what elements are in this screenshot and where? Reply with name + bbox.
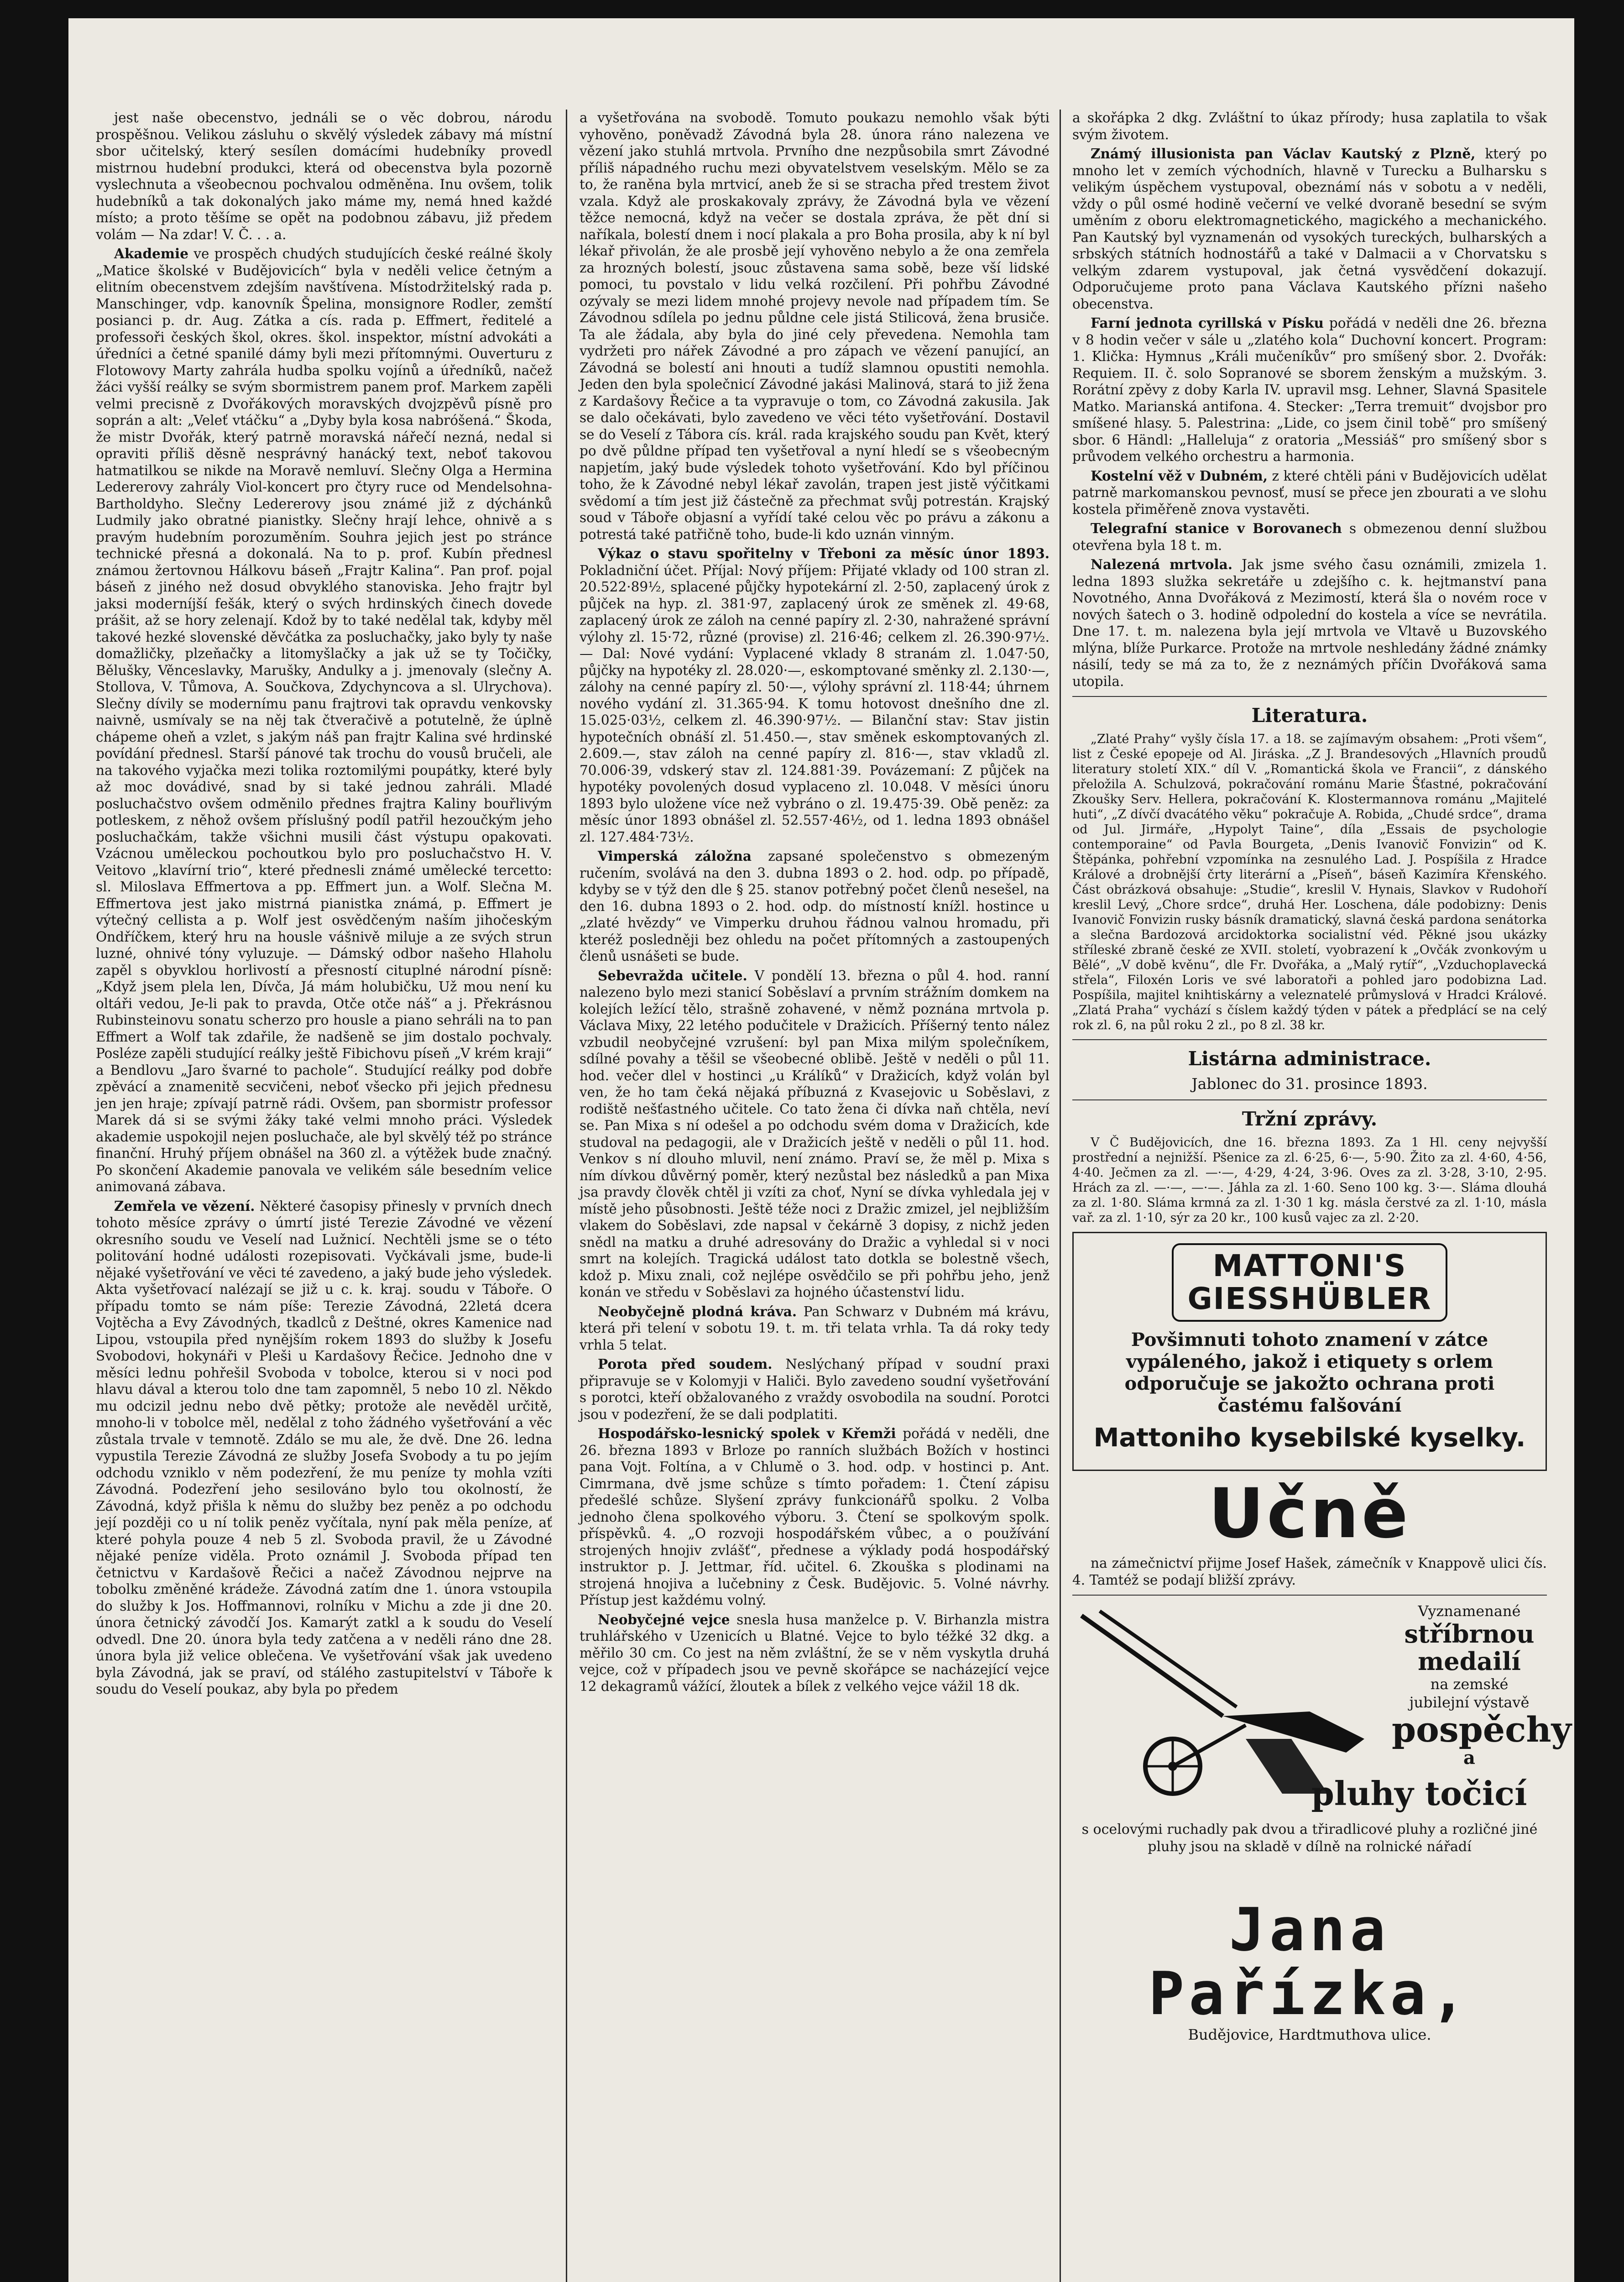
article-body: Jak jsme svého času oznámili, zmizela 1. ledna 1893 služka sekretáře u zdejšího c. k. hejtmanství pana Novotného, Anna Dvořáková z Mezimostí, která šla o novém roce v nových šatech o 3. hodině odpolední do kostela a více se nevrátila. Dne 17. t. m. nalezena byla její mrtvola ve Vltavě u Buzovského mlýna, blíže Purkarce. Protože na mrtvole neshledány žádné známky násilí, tedy se má za to, že z neznámých příčin Dvořáková sama utopila. [1072,557,1547,689]
article-heading: Sebevražda učitele. [598,967,747,984]
article-text: jest naše obecenstvo, jednáli se o věc dobrou, národu prospěšnou. Velikou zásluhu o skvělý výsledek zábavy má místní sbor učitelský, který sesílen domácími hudebníky provedl mistrnou hudební produkci, která od obecenstva byla pozorně vyslechnuta a všeobecnou pochvalou odměněna. Inu ovšem, tolik hudebníků a tak dokonalých jako máme my, nemá hned každé místo; a proto těšíme se opět na podobnou zábavu, již předem volám — Na zdar! V. Č. . . a. [96,110,552,242]
article-heading: Známý illusionista pan Václav Kautský z Plzně, [1091,146,1476,162]
article-akademie [96,246,552,1195]
article-porota [580,1356,1050,1423]
article-text: a skořápka 2 dkg. Zvláštní to úkaz přírody; husa zaplatila to však svým životem. [1072,110,1547,142]
literatura-text: „Zlaté Prahy“ vyšly čísla 17. a 18. se zajímavým obsahem: „Proti všem“, list z České epopeje od Al. Jiráska. „Z J. Brandesových „Hlavních proudů literatury století XIX.“ díl V. „Romantická škola ve Francii“, z dánského přeložila A. Schulzová, pokračování románu Marie Šťastné, pokračování Zkoušky Serv. Hellera, pokračování K. Klostermannova románu „Majitelé huti“, „Z dívčí dvacátého věku“ pokračuje A. Robida, „Chudé srdce“, drama od Jul. Jirmáře, „Hypolyt Taine“, díla „Essais de psychologie contemporaine“ od Pavla Bourgeta, „Denis Ivanovič Fonvizin“ od K. Štěpánka, pohřební vzpomínka na zesnulého Lad. J. Pospíšila z Hradce Králové a drobnější črty literární a „Píseň“, báseň Kazimíra Křenského. Část obrázková obsahuje: „Studie“, kreslil V. Hynais, Slavkov v Rudohoří kreslil Levý, „Chore srdce“, druhá Her. Loschena, dále podobizny: Denis Ivanovič Fonvizin rusky básník dramatický, slavná česká pardona senátorka a slečna Bardozová arcidoktorka socialistní véd. Pěkné jsou ukázky stříleské zbraně české ze XVII. století, vyobrazení k „Ovčák zvonkovým u Bělé“, „V době kvěnu“, dle Fr. Dvořáka, a „Malý rytíř“, „Vzduchoplavecká střela“, Filoxén Loris ve své laboratoři a pohled jaro podobizna Lad. Pospíšila, majitel knihtiskárny a veleznatelé průmyslová v Hradci Králové. „Zlatá Praha“ vychází s číslem každý týden v pátek a předplácí se na celý rok zl. 6, na půl roku 2 zl., po 8 zl. 38 kr. [1072,732,1547,1032]
ucne-heading: Učně [1208,1474,1411,1554]
medal-line: na zemské jubilejní výstavě [1409,1675,1530,1711]
literatura-heading: Literatura. [1251,704,1368,727]
mattoni-ad [1072,1232,1547,1471]
plow-desc: s ocelovými ruchadly pak dvou a třiradlicové pluhy a rozličné jiné pluhy jsou na skladě v dílně na rolnické nářadí [1081,1821,1538,1855]
article-heading: Vimperská záložna [598,848,752,864]
article-heading: Neobyčejné vejce [598,1611,730,1628]
posp-text [1392,1709,1572,1769]
article-spolek [580,1425,1050,1609]
article-body: pořádá v neděli dne 26. března v 8 hodin večer v sále u „zlatého kola“ Duchovní koncert. Program: 1. Klička: Hymnus „Králi mučeníkův“ pro smíšený sbor. 2. Dvořák: Requiem. II. č. solo Sopranové se sborem ženským a mužským. 3. Rorátní zpěvy z doby Karla IV. upravil msg. Lehner, Slavná Spasitele Matko. Marianská antifona. 4. Stecker: „Terra tremuit“ dvojsbor pro smíšené hlasy. 5. Palestrina: „Lide, co jsem činil tobě“ pro smíšený sbor. 6 Händl: „Halleluja“ z oratoria „Messiáš“ pro smíšený sbor s průvodem velkého orchestru a harmonia. [1072,315,1547,464]
medal-text [1401,1602,1538,1712]
medal-line: stříbrnou [1404,1619,1535,1649]
article-heading: Porota před soudem. [598,1356,773,1372]
plow-ad [1072,1602,1572,1894]
column-rule-1 [566,110,567,2282]
article-body: Pan Schwarz v Dubném má krávu, která při telení v sobotu 19. t. m. tři telata vrhla. Ta dá roky tedy vrhla 5 telat. [580,1303,1050,1353]
article-body: Některé časopisy přinesly v prvních dnech tohoto měsíce zprávy o úmrtí jisté Terezie Závodné ve vězení okresního soudu ve Veselí nad Lužnicí. Nechtěli jsme se o této politování hodné události rozepisovati. Vyčkávali jsme, bude-li nějaké vyšetřování ve věci té zavedeno, a jaký bude jeho výsledek. Akta vyšetřovací nalézají se již u c. k. kraj. soudu v Táboře. O případu tomto se nám píše: Terezie Závodná, 22letá dcera Vojtěcha a Evy Závodných, tkadlců z Deštné, okres Kamenice nad Lipou, vstoupila před nynějším rokem 1893 do služby k Josefu Svobodovi, hokynáři v Pleši u Kardašovy Řečice. Jednoho dne v měsíci lednu pohřešil Svoboda v tobolce, kterou si v noci pod hlavu dával a kterou tolo dne tam zapomněl, 5 nebo 10 zl. Někdo mu odcizil jednu nebo dvě pětky; protože ale nevěděl určitě, mnoho-li v tobolce měl, nedělal z toho žádného vyšetřování a věc zůstala trvale v temnotě. Zdálo se mu ale, že dvě. Dne 26. ledna vypustila Terezie Závodná ze služby Josefa Svobody a tu po jejím odchodu vzniklo v něm podezření, že mu peníze ty mohla vzíti Závodná. Podezření jeho sesilováno bylo tou okolností, že Závodná, když přišla k němu do služby bez peněz a po odchodu její později co u ní tolik peněz vyčítala, nyní pak měla peníze, ať které pohyla pouze 4 neb 5 zl. Svoboda pravil, že u Závodné nějaké peníze viděla. Proto oznámil J. Svoboda případ ten četnictvu v Kardašově Řečici a načež Závodnou nejprve na tobolku změněné krádeže. Závodná zatím dne 1. února vstoupila do služby k Jos. Hoffmannovi, rolníku v Michu a zde ji dne 20. února četnický závodčí Jos. Kamarýt zatkl a k soudu do Veselí odvedl. Dne 20. února byla tedy zatčena a v neděli ráno dne 28. února byla již velice oblečena. Ve vyšetřování však jak uvedeno byla Závodná, jak se praví, od stálého zastupitelství v Táboře k soudu do Veselí poukaz, aby byla po předem [96,1198,552,1697]
article-heading: Zemřela ve vězení. [114,1198,255,1214]
article-heading: Nalezená mrtvola. [1091,556,1232,572]
article-body: zapsané společenstvo s obmezeným ručením, svolává na den 3. dubna 1893 o 2. hod. odp. po případě, kdyby se v týž den dle § 25. stanov potřebný počet členů nesešel, na den 16. dubna 1893 o 2. hod. odp. do místností knížl. hostince u „zlaté hvězdy“ ve Vimperku druhou řádnou valnou hromadu, při kteréž posledněji bez ohledu na počet přítomných a zastoupených členů usnášeti se bude. [580,848,1050,964]
article-heading: Telegrafní stanice v Borovanech [1091,520,1342,536]
column-3 [1072,110,1572,2044]
article-jednota [1072,315,1547,465]
pluhy-heading: pluhy točicí [1311,1774,1527,1813]
article-heading: Akademie [114,246,189,262]
article-telegraf [1072,520,1547,554]
article-heading: Kostelní věž v Dubném, [1091,467,1268,484]
article-body: snesla husa manželce p. V. Birhanzla mistra truhlářského v Uzenicích u Blatné. Vejce to bylo téžké 32 dkg. a měřilo 30 cm. Co jest na něm zvláštní, že se v něm vyskytla druhá vejce, což v případech jsou ve pevně skořápce se nacházející vejce 12 dekagramů vážící, žloutek a bílek z velkého vejce vážil 18 dk. [580,1612,1050,1694]
article-heading: Neobyčejně plodná kráva. [598,1303,797,1319]
article-krava [580,1303,1050,1354]
article-text: a vyšetřována na svobodě. Tomuto poukazu nemohlo však býti vyhověno, poněvadž Závodná byla 28. února ráno nalezena ve vězení jako stuhlá mrtvola. Prvního dne nezpůsobila smrt Závodné příliš nápadného ruchu mezi obyvatelstvem veselským. Mělo se za to, že raněna byla mrtvicí, aneb že si se stracha před trestem život vzala. Když ale proskakovaly zprávy, že Závodná byla ve vězení těžce nemocná, když na večer se dostala zpráva, že pět dní si naříkala, bolestí dnem i nocí plakala a pro Boha prosila, aby k ní byl lékař přivolán, že ale prosbě její vyhověno nebylo a že ona zemřela za hrozných bolestí, jsouc zůstavena sama sobě, beze vší lidské pomoci, tu povstalo v lidu velká rozčilení. Při pohřbu Závodné ozývaly se mezi lidem mnohé projevy nevole nad případem tím. Se Závodnou sdílela po jednu půldne cele jistá Stilicová, žena brusiče. Ta ale žádala, aby byla do jiné cely převedena. Nemohla tam vydržeti pro nářek Závodné a pro zápach ve vězení panující, an Závodná se bolestí ani hnouti a tudíž slamnou opustiti nemohla. Jeden den byla společnicí Závodné jakási Malinová, stará to již žena z Kardašovy Řečice a ta vypravuje o tom, co Závodná zakusila. Jak se dalo očekávati, bylo zavedeno ve věci této vyšetřování. Dostavil se do Veselí z Tábora cís. král. rada krajského soudu pan Květ, který po dvě půldne případ ten vyšetřoval a nyní hledí se s všeobecným napjetím, jaký bude výsledek tohoto vyšetřování. Kdo byl příčinou toho, že k Závodné nebyl lékař zavolán, trapen jest jistě výčitkami svědomí a tím jest již částečně za přechmat svůj potrestán. Krajský soud v Táboře objasní a vyřídí také celou věc po právu a zákonu a potrestá také patřičně toho, bude-li kdo uznán vinným. [580,110,1050,542]
article-sebevrazda [580,968,1050,1301]
column-1 [96,110,552,1701]
article-vykaz [580,545,1050,845]
listarna-heading: Listárna administrace. [1188,1047,1431,1070]
medal-line: medailí [1418,1647,1521,1676]
trzni-text: V Č Budějovicích, dne 16. března 1893. Za 1 Hl. ceny nejvyšší prostřední a nejnižší. Pšenice za zl. 6·25, 6·—, 5·90. Žito za zl. 4·60, 4·56, 4·40. Ječmen za zl. —·—, 4·29, 4·24, 3·96. Oves za zl. 3·28, 3·10, 2·95. Hrách za zl. —·—, —·—. Jáhla za zl. 1·60. Seno 100 kg. 3·—. Sláma dlouhá za zl. 1·80. Sláma krmná za zl. 1·30 1 kg. másla čerstvé za zl. 1·10, másla vař. za zl. 1·10, sýr za 20 kr., 100 kusů vajec za zl. 2·20. [1072,1136,1547,1225]
divider [1072,1039,1547,1040]
posp-line: pospěchy [1392,1709,1572,1750]
article-body: který po mnoho let v zemích východních, hlavně v Turecku a Bulharsku s velikým úspěchem vystupoval, obeznámí nás v sobotu a v neděli, vždy o půl osmé hodině večerní ve velké dvoraně besední se svým uměním z oboru elektromagnetického, magického a mechanického. Pan Kautský byl vyznamenán od vysokých tureckých, bulharských a srbských státních hodnostářů a také v Dalmacii a v Chorvatsku s velkým zdarem vystupoval, jak četná vysvědčení dokazují. Odporučujeme proto pana Václava Kautského přízni našeho obecenstva. [1072,146,1547,312]
article-illusionista [1072,146,1547,312]
listarna-text: Jablonec do 31. prosince 1893. [1191,1075,1428,1093]
column-2 [580,110,1050,1697]
medal-line: Vyznamenané [1418,1602,1521,1620]
logo-line: GIESSHÜBLER [1187,1281,1432,1316]
divider [1072,1595,1547,1596]
trzni-heading: Tržní zprávy. [1242,1108,1378,1130]
divider [1072,1099,1547,1100]
advertiser-name: Jana Pařízka, [1148,1895,1471,2028]
article-body: V pondělí 13. března o půl 4. hod. ranní nalezeno bylo mezi stanicí Soběslaví a prvním strážním domkem na kolejích ležící tělo, strašně zohavené, v němž poznána mrtvola p. Václava Mixy, 22 letého podučitele v Dražicích. Příšerný tento nález vzbudil neobyčejné vzrušení: byl pan Mixa milým společníkem, sdílné povahy a těšil se všeobecné oblibě. Ještě v neděli o půl 11. hod. večer dlel v hostinci „u Králíků“ v Dražicích, když volán byl ven, že ho tam čeká nějaká příbuzná z Kvasejovic u Soběslavi, z rodiště nešťastného učitele. Co tato žena či dívka naň chtěla, neví se. Pan Mixa s ní odešel a po odchodu svém doma v Dražicích, kde studoval na pedagogii, ale v Dražicích ještě v neděli o půl 11. hod. Venkov s ní dlouho mluvil, není známo. Praví se, že měl p. Mixa s ním dívkou důvěrný poměr, který nezůstal bez následků a pan Mixa jsa pravdy člověk chtěl ji vzíti za choť, Nyní se dívka vyhledala jej v místě jeho působnosti. Ještě téže noci z Dražic zmizel, jel nejbližším vlakem do Soběslavi, zde napsal v čekárně 3 dopisy, z nichž jeden snědl na matku a druhé adresovány do Dražic a vyhledal si v noci smrt na kolejích. Tragická událost tato dotkla se bolestně všech, kdož p. Mixu znali, což nejlépe osvědčilo se při pohřbu jeho, jenž konán ve středu v Soběslavi za hojného účastenství lidu. [580,968,1050,1300]
article-body: pořádá v neděli, dne 26. března 1893 v Brloze po ranních službách Božích v hostinci pana Vojt. Foltína, a v Chlumě o 3. hod. odp. v hostinci p. Ant. Cimrmana, dvě jsme schůze s tímto pořadem: 1. Čtení zápisu předešlé schůze. Slyšení zprávy funkcionářů spolku. 2 Volba jednoho člena spolkového výboru. 3. Čtení se spolkovým spolk. příspěvků. 4. „O rozvoji hospodářském vůbec, a o používání strojených hnojiv zvlášť“, přednese a výklady podá hospodářský instruktor p. J. Jettmar, říd. učitel. 6. Zkouška s plodinami na strojená hnojiva a lučebniny z Česk. Budějovic. 5. Volné návrhy. Přístup jest každému volný. [580,1426,1050,1608]
logo-line: MATTONI'S [1212,1248,1407,1283]
newspaper-page [68,18,1574,2282]
article-heading: Výkaz o stavu spořitelny v Třeboni za měsíc únor 1893. [598,545,1050,561]
article-mrtvola [1072,556,1547,690]
mattoni-text: Povšimnuti tohoto znamení v zátce vypáleného, jakož i etiquety s orlem odporučuje se jakožto ochrana proti častému falšování [1124,1329,1495,1416]
posp-and: a [1463,1747,1475,1769]
divider [1072,696,1547,697]
article-body: Neslýchaný případ v soudní praxi připravuje se v Kolomyji v Haliči. Bylo zavedeno soudní vyšetřování s porotci, kteří obžalovaného z vraždy osvobodila na soudní. Porotci jsou v podezření, že se dali podplatiti. [580,1356,1050,1422]
mattoni-logo [1172,1243,1447,1322]
article-vimperska [580,848,1050,965]
article-zemrela [96,1198,552,1698]
ucne-text: na zámečnictví přijme Josef Hašek, zámečník v Knappově ulici čís. 4. Tamtéž se podají bližší zprávy. [1072,1555,1547,1588]
advertiser-address: Budějovice, Hardtmuthova ulice. [1188,2026,1431,2043]
column-rule-2 [1060,110,1061,2282]
article-vejce [580,1612,1050,1695]
article-heading: Hospodářsko-lesnický spolek v Křemži [598,1425,896,1441]
mattoni-slogan: Mattoniho kysebilské kyselky. [1093,1423,1526,1453]
article-body: ve prospěch chudých studujících české reálné školy „Matice školské v Budějovicích“ byla v neděli velice četným a elitním obecenstvem zdejším navštívena. Místodržitelský rada p. Manschinger, vdp. kanovník Špelina, monsignore Rodler, zemští posianci p. dr. Aug. Zátka a cís. rada p. Effmert, ředitelé a professoři českých škol, okres. škol. inspektor, místní advokáti a úředníci a četné spanilé dámy byli mezi přítomnými. Ouverturu z Flotowovy Marty zahrála hudba spolku vojínů a úředníků, načež žáci vyšší reálky se svým sbormistrem panem prof. Markem zapěli velmi precisně z Dvořákových moravských dvojzpěvů písně pro soprán a alt: „Veleť vtáčku“ a „Dyby byla kosa nabróšená.“ Škoda, že mistr Dvořák, který patrně moravská nářečí nezná, nedal si opraviti příliš děsně nesprávný hanácký text, neboť takovou hatmatilkou se nikde na Moravě nemluví. Slečny Olga a Hermina Ledererovy zahrály Viol-koncert pro čtyry ruce od Mendelsohna-Bartholdyho. Slečny Ledererovy jsou známé již z dýchánků Ludmily jako obratné pianistky. Slečny hrají lehce, ohnivě a s pravým hudebním porozuměním. Souhra jejich jest po stránce technické přesná a dokonalá. Na to p. prof. Kubín přednesl známou žertovnou Hálkovu báseň „Frajtr Kalina“. Pan prof. pojal báseň z jiného než dosud obvyklého stanoviska. Jeho frajtr byl jaksi moderníjší fešák, který o svých hrdinských činech dovede prášit, až se hory zelenají. Kdož by to také nedělal tak, kdyby měl takové hezké slovenské děvčátka za posluchačky, jako byly ty naše domažličky, plzeňačky a litomyšlačky a jak už se ty Točičky, Bělušky, Věnceslavky, Marušky, Andulky a j. jmenovaly (slečny A. Stollova, V. Tůmova, A. Součkova, Zdychyncova a sl. Ulrychova). Slečny dívily se modernímu panu frajtrovi tak opravdu venkovsky naivně, usmívaly se na něj tak čtveračivě a potutelně, že úplně chápeme oheň a vzlet, s jakým náš pan frajtr Kalina své hrdinské povídání přednesl. Starší pánové tak trochu do vousů bručeli, ale na takového vyjačka mezi tolika roztomilými poupátky, které byly až moc dovádivé, snad by si také jednou zahráli. Mladé posluchačstvo ovšem odměnilo přednes frajtra Kaliny bouřlivým potleskem, z něhož ovšem příslušný podíl patřil hezoučkým jeho posluchačkám, takže všichni musili část výstupu opakovati. Vzácnou uměleckou pochoutkou bylo pro posluchačstvo H. V. Veitovo „klavírní trio“, které přednesli známé umělecké tercetto: sl. Miloslava Effmertova a pp. Effmert jun. a Wolf. Slečna M. Effmertova jest jako mistrná pianistka známá, p. Effmert je výtečný cellista a p. Wolf jest osvědčeným naším jihočeským Ondříčkem, který hru na housle vášnivě miluje a ze svých strun luzné, ohnivé tóny vyluzuje. — Dámský odbor našeho Hlaholu zapěl s obyvklou horlivostí a přesností cituplné národní písně: „Když jsem plela len, Dívča, Já mám holubičku, Už mou není ku oltáři vedou, Je-li pak to pravda, Otče otče náš“ a j. Překrásnou Rubinsteinovu sonatu scherzo pro housle a piano sehráli na to pan Effmert a Wolf tak zdařile, že nadšeně se jim dostalo pochvaly. Posléze zapěli studující reálky ještě Fibichovu píseň „V krém kraji“ a Bendlovu „Jaro švarné to pachole“. Studující reálky pod dobře zpěvácí a znamenitě secvičeni, neboť všecko při jejich přednesu jen jen hraje; zpívají patrně rádi. Ovšem, pan sbormistr professor Marek dá si se svými žáky také velmi mnoho práci. Výsledek akademie uspokojil nejen posluchače, ale byl skvělý též po stránce finanční. Hruhý příjem obnášel na 360 zl. a výtěžek bude značný. Po skončení Akademie panovala ve velikém sále besedním velice animovaná zábava. [96,246,552,1194]
article-body: z které chtěli páni v Budějovicích udělat patrně markomanskou pevnosť, musí se přece jen zbourati a ve slohu kostela přiměřeně znova vystavěti. [1072,468,1547,517]
article-body: Pokladniční účet. Příjal: Nový příjem: Přijaté vklady od 100 stran zl. 20.522·89½, splacené půjčky hypotekární zl. 2·50, zaplacený úrok z půjček na hyp. zl. 381·97, zaplacený úrok ze směnek zl. 49·68, zaplacený úrok ze záloh na cenné papíry zl. 2·30, nahražené správní výlohy zl. 15·72, různé (provise) zl. 216·46; celkem zl. 26.390·97½. — Dal: Nové vydání: Vyplacené vklady 8 stranám zl. 1.047·50, půjčky na hypotéky zl. 28.020·—, eskomptované směnky zl. 2.130·—, zálohy na cenné papíry zl. 50·—, výlohy správní zl. 118·44; úhrnem nového vydání zl. 31.365·94. K tomu hotovost dnešního dne zl. 15.025·03½, celkem zl. 46.390·97½. — Bilanční stav: Stav jistin hypotečních obnáší zl. 51.450.—, stav směnek eskomptovaných zl. 2.609.—, stav záloh na cenné papíry zl. 816·—, stav vkladů zl. 70.006·39, vdskerý stav zl. 124.881·39. Povázemaní: Z půjček na hypotéky povolených dosud vyplaceno zl. 10.048. V měsíci únoru 1893 bylo uložene více než vybráno o zl. 19.475·39. Obě peněz: za měsíc únor 1893 obnášel zl. 52.557·46½, od 1. ledna 1893 obnášel zl. 127.484·73½. [580,562,1050,845]
article-vez [1072,468,1547,518]
article-body: s obmezenou denní službou otevřena byla 18 t. m. [1072,521,1547,553]
article-heading: Farní jednota cyrillská v Písku [1091,315,1324,331]
